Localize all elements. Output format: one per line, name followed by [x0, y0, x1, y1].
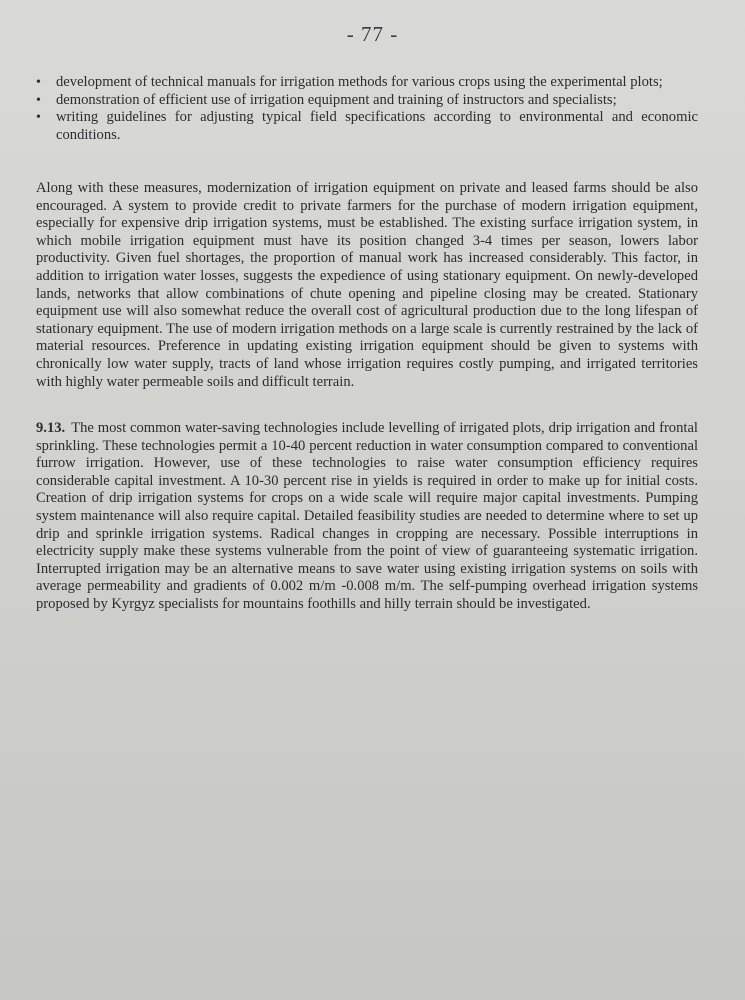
bullet-list: [36, 74, 698, 144]
paragraph-water-saving: [36, 420, 698, 614]
paragraph-text: The most common water-saving technologies include levelling of irrigated plots, drip irrigation and frontal sprinkling. These technologies permit a 10-40 percent reduction in water consumption compared to conventional furrow irrigation. However, use of these technologies to raise water consumption efficiency requires considerable capital investment. A 10-30 percent rise in yields is required in order to make up for initial costs. Creation of drip irrigation systems for crops on a wide scale will require major capital investments. Pumping system maintenance will also require capital. Detailed feasibility studies are needed to determine where to set up drip and sprinkle irrigation systems. Radical changes in cropping are necessary. Possible interruptions in electricity supply make these systems vulnerable from the point of view of guaranteeing systematic irrigation. Interrupted irrigation may be an alternative means to save water using existing irrigation systems on soils with average permeability and gradients of 0.002 m/m -0.008 m/m. The self-pumping overhead irrigation systems proposed by Kyrgyz specialists for mountains foothills and hilly terrain should be investigated.: [36, 420, 698, 612]
paragraph-modernization: Along with these measures, modernization of irrigation equipment on private and leased farms should be also encouraged. A system to provide credit to private farmers for the purchase of modern irrigation equipment, especially for expensive drip irrigation systems, must be established. The existing surface irrigation system, in which mobile irrigation equipment must have its position changed 3-4 times per season, lowers labor productivity. Given fuel shortages, the proportion of manual work has increased considerably. This factor, in addition to irrigation water losses, suggests the expedience of using stationary equipment. On newly-developed lands, networks that allow combinations of chute opening and pipeline closing may be created. Stationary equipment use will also somewhat reduce the overall cost of agricultural production due to the long lifespan of stationary equipment. The use of modern irrigation methods on a large scale is currently restrained by the lack of material resources. Preference in updating existing irrigation equipment should be given to systems with chronically low water supply, tracts of land whose irrigation requires costly pumping, and irrigated territories with highly water permeable soils and difficult terrain.: [36, 180, 698, 390]
bullet-text: development of technical manuals for irrigation methods for various crops using the experimental plots;: [56, 74, 663, 90]
section-number: 9.13.: [36, 420, 66, 436]
bullet-icon: •: [36, 75, 41, 90]
list-item: [36, 74, 698, 92]
list-item: [36, 109, 698, 144]
page-number: - 77 -: [346, 22, 399, 46]
bullet-text: demonstration of efficient use of irrigation equipment and training of instructors and specialists;: [56, 91, 617, 108]
list-item: [36, 92, 698, 110]
bullet-icon: •: [36, 92, 41, 108]
bullet-text: writing guidelines for adjusting typical field specifications according to environmental and economic conditions.: [56, 109, 698, 143]
bullet-icon: •: [36, 110, 41, 125]
